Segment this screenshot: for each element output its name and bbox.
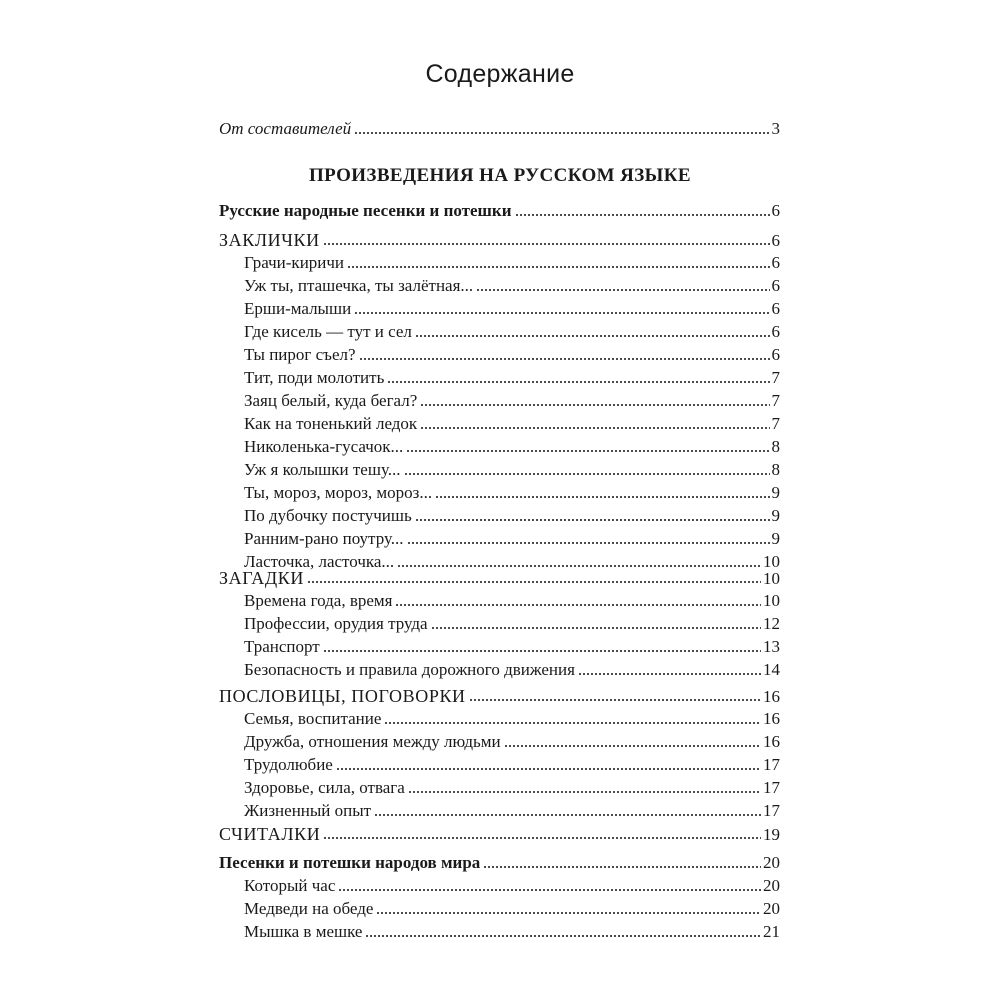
toc-entry-page: 9 [771, 529, 780, 548]
toc-entry-page: 8 [771, 437, 780, 456]
toc-entry-page: 13 [763, 637, 780, 656]
leader-dots [515, 213, 770, 217]
page-title: Содержание [425, 60, 575, 88]
toc-entry-label: Трудолюбие [244, 755, 333, 774]
toc-entry-label: Здоровье, сила, отвага [244, 778, 405, 797]
toc-entry-label: СЧИТАЛКИ [219, 824, 321, 844]
toc-entry [244, 708, 780, 730]
toc-entry-page: 14 [763, 660, 780, 679]
toc-entry-page: 17 [763, 778, 780, 797]
toc-entry-page: 16 [763, 687, 780, 706]
toc-entry [244, 252, 780, 274]
toc-entry-label: Уж я колышки тешу... [244, 460, 401, 479]
leader-dots [387, 380, 769, 384]
toc-entry-label: Заяц белый, куда бегал? [244, 391, 418, 410]
section-title: ПРОИЗВЕДЕНИЯ НА РУССКОМ ЯЗЫКЕ [309, 165, 691, 186]
toc-entry-label: Ерши-малыши [244, 299, 352, 318]
leader-dots [407, 541, 770, 545]
toc-entry-label: Николенька-гусачок... [244, 437, 404, 456]
toc-entry [244, 590, 780, 612]
toc-entry [219, 229, 780, 251]
toc-entry [244, 754, 780, 776]
toc-entry-label: Времена года, время [244, 591, 393, 610]
toc-entry [244, 505, 780, 527]
toc-entry-page: 7 [771, 391, 780, 410]
toc-entry [244, 413, 780, 435]
toc-entry [219, 685, 780, 707]
toc-entry-page: 6 [771, 299, 780, 318]
toc-entry-page: 20 [763, 899, 780, 918]
leader-dots [415, 518, 770, 522]
toc-entry-label: ЗАГАДКИ [219, 568, 304, 588]
toc-entry-page: 10 [763, 569, 780, 588]
leader-dots [504, 744, 761, 748]
toc-entry-page: 6 [771, 322, 780, 341]
leader-dots [431, 626, 761, 630]
toc-entry [244, 921, 780, 943]
toc-entry [219, 567, 780, 589]
toc-entry-label: Жизненный опыт [244, 801, 372, 820]
toc-entry [244, 528, 780, 550]
leader-dots [408, 790, 761, 794]
toc-entry-page: 6 [771, 345, 780, 364]
leader-dots [354, 311, 769, 315]
leader-dots [354, 131, 769, 135]
toc-entry-page: 16 [763, 732, 780, 751]
toc-entry-page: 3 [771, 119, 780, 138]
toc-entry-label: Дружба, отношения между людьми [244, 732, 501, 751]
leader-dots [415, 334, 770, 338]
toc-entry-label: По дубочку постучишь [244, 506, 412, 525]
toc-entry-page: 6 [771, 231, 780, 250]
leader-dots [365, 934, 761, 938]
toc-entry-page: 20 [763, 876, 780, 895]
toc-entry-page: 9 [771, 506, 780, 525]
toc-entry [219, 823, 780, 845]
toc-entry [244, 898, 780, 920]
leader-dots [476, 288, 769, 292]
leader-dots [323, 836, 761, 840]
toc-entry-label: Ранним-рано поутру... [244, 529, 404, 548]
toc-entry-page: 6 [771, 276, 780, 295]
toc-entry-page: 7 [771, 414, 780, 433]
toc-entry-page: 17 [763, 755, 780, 774]
toc-entry-label: От составителей [219, 119, 352, 138]
toc-entry-label: Мышка в мешке [244, 922, 363, 941]
toc-entry-label: Который час [244, 876, 336, 895]
toc-entry-page: 6 [771, 253, 780, 272]
leader-dots [338, 888, 761, 892]
leader-dots [347, 265, 769, 269]
toc-entry [219, 852, 780, 874]
toc-entry-label: Ты пирог съел? [244, 345, 356, 364]
leader-dots [469, 698, 761, 702]
toc-entry [244, 367, 780, 389]
toc-entry [244, 321, 780, 343]
toc-entry-page: 20 [763, 853, 780, 872]
toc-entry-label: Семья, воспитание [244, 709, 382, 728]
toc-entry [244, 298, 780, 320]
toc-entry [244, 459, 780, 481]
toc-entry-label: Уж ты, пташечка, ты залётная... [244, 276, 474, 295]
toc-entry-label: Профессии, орудия труда [244, 614, 428, 633]
leader-dots [420, 426, 769, 430]
leader-dots [307, 580, 761, 584]
toc-entry [244, 390, 780, 412]
toc-entry-label: Транспорт [244, 637, 320, 656]
toc-entry-page: 17 [763, 801, 780, 820]
toc-entry-label: Русские народные песенки и потешки [219, 201, 512, 220]
toc-entry-label: ПОСЛОВИЦЫ, ПОГОВОРКИ [219, 686, 466, 706]
toc-entry-page: 10 [763, 552, 780, 571]
toc-entry-page: 10 [763, 591, 780, 610]
toc-entry-label: Где кисель — тут и сел [244, 322, 412, 341]
toc-entry [244, 731, 780, 753]
toc-entry [244, 482, 780, 504]
toc-entry [244, 777, 780, 799]
toc-entry-label: Медведи на обеде [244, 899, 374, 918]
toc-entry [244, 275, 780, 297]
leader-dots [384, 721, 761, 725]
toc-entry-label: Грачи-киричи [244, 253, 345, 272]
toc-entry-label: Тит, поди молотить [244, 368, 385, 387]
toc-entry-label: ЗАКЛИЧКИ [219, 230, 320, 250]
toc-entry-label: Песенки и потешки народов мира [219, 853, 481, 872]
leader-dots [336, 767, 761, 771]
leader-dots [359, 357, 770, 361]
toc-entry-preface [219, 118, 780, 140]
toc-entry [244, 613, 780, 635]
leader-dots [404, 472, 770, 476]
toc-entry-page: 19 [763, 825, 780, 844]
leader-dots [374, 813, 761, 817]
toc-entry [244, 436, 780, 458]
toc-entry-page: 12 [763, 614, 780, 633]
toc-entry-page: 9 [771, 483, 780, 502]
leader-dots [578, 672, 761, 676]
toc-entry-label: Ты, мороз, мороз, мороз... [244, 483, 433, 502]
leader-dots [406, 449, 769, 453]
leader-dots [323, 242, 770, 246]
toc-entry-page: 16 [763, 709, 780, 728]
leader-dots [395, 603, 761, 607]
toc-entry [219, 200, 780, 222]
toc-entry [244, 636, 780, 658]
toc-entry [244, 875, 780, 897]
toc-entry-page: 6 [771, 201, 780, 220]
toc-entry-page: 7 [771, 368, 780, 387]
leader-dots [435, 495, 769, 499]
leader-dots [376, 911, 761, 915]
leader-dots [420, 403, 769, 407]
leader-dots [323, 649, 761, 653]
toc-entry-page: 21 [763, 922, 780, 941]
toc-entry-label: Как на тоненький ледок [244, 414, 418, 433]
toc-entry-label: Безопасность и правила дорожного движения [244, 660, 575, 679]
leader-dots [483, 865, 761, 869]
toc-entry-label: Ласточка, ласточка... [244, 552, 395, 571]
toc-entry [244, 800, 780, 822]
toc-entry-page: 8 [771, 460, 780, 479]
toc-entry [244, 659, 780, 681]
toc-entry [244, 344, 780, 366]
